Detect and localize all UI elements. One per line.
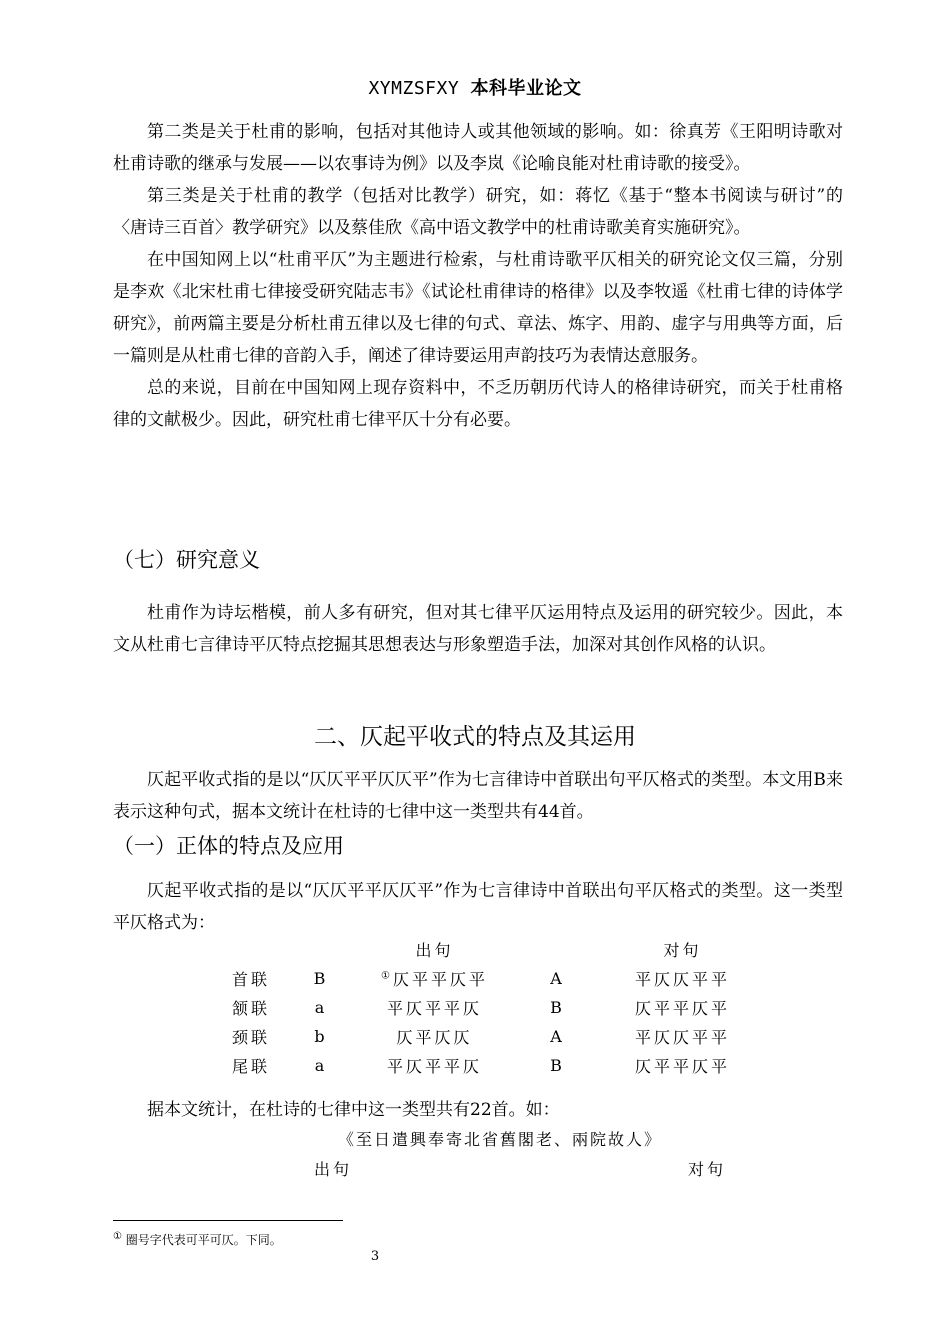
couplet-code-pair: A	[550, 969, 562, 988]
pair-pattern: 平仄仄平平	[634, 970, 730, 989]
table-row	[220, 964, 765, 993]
couplet-code-out: B	[313, 969, 326, 988]
paragraph-teaching: 第三类是关于杜甫的教学（包括对比教学）研究，如：蒋忆《基于“整本书阅读与研讨”的〈唐诗三百首〉教学研究》以及蔡佳欣《高中语文教学中的杜甫诗歌美育实施研究》。	[113, 186, 843, 238]
table-row	[220, 1022, 765, 1051]
table-header-row	[220, 935, 765, 964]
paragraph-regular-form: 仄起平收式指的是以“仄仄平平仄仄平”作为七言律诗中首联出句平仄格式的类型。这一类型平仄格式为：	[113, 881, 843, 933]
pair-pattern: 仄平平仄平	[634, 1057, 730, 1076]
pair-pattern: 仄平平仄平	[634, 999, 730, 1018]
couplet-code-pair: B	[550, 1056, 562, 1075]
page-header	[0, 74, 950, 100]
couplet-name: 颔联	[231, 999, 270, 1018]
heading-research-significance: （七）研究意义	[113, 548, 260, 572]
poem-column-out: 出句	[314, 1160, 353, 1179]
column-header-out: 出句	[415, 941, 454, 960]
poem-column-pair: 对句	[688, 1160, 727, 1179]
footnote-mark: ①	[113, 1231, 122, 1242]
couplet-code-pair: A	[550, 1027, 562, 1046]
out-pattern-text: 仄平平仄平	[392, 970, 488, 989]
stats-section	[113, 1094, 843, 1126]
out-pattern: 平仄平平仄	[386, 1057, 482, 1076]
poem-title: 《至日遣興奉寄北省舊閣老、兩院故人》	[337, 1130, 662, 1149]
paragraph-summary: 总的来说，目前在中国知网上现存资料中，不乏历朝历代诗人的格律诗研究，而关于杜甫格律的文献极少。因此，研究杜甫七律平仄十分有必要。	[113, 378, 843, 430]
paragraph-significance: 杜甫作为诗坛楷模，前人多有研究，但对其七律平仄运用特点及运用的研究较少。因此，本文从杜甫七言律诗平仄特点挖掘其思想表达与形象塑造手法，加深对其创作风格的认识。	[113, 603, 843, 655]
out-pattern	[357, 964, 512, 993]
couplet-name: 首联	[231, 970, 270, 989]
couplet-name: 尾联	[231, 1057, 270, 1076]
footnote-reference: ①	[381, 970, 393, 982]
regular-form-intro	[113, 875, 843, 939]
significance-section	[113, 597, 843, 661]
paragraph-stats: 据本文统计，在杜诗的七律中这一类型共有22首。如：	[147, 1100, 560, 1120]
intro-section	[113, 116, 843, 436]
paragraph-cnki: 在中国知网上以“杜甫平仄”为主题进行检索，与杜甫诗歌平仄相关的研究论文仅三篇，分别是李欢《北宋杜甫七律接受研究陆志韦》《试论杜甫律诗的格律》以及李牧遥《杜甫七律的诗体学研究》，前两篇主要是分析杜甫五律以及七律的句式、章法、炼字、用韵、虚字与用典等方面，后一篇则是从杜甫七律的音韵入手，阐述了律诗要运用声韵技巧为表情达意服务。	[113, 250, 843, 366]
column-header-pair: 对句	[663, 941, 702, 960]
chapter-intro	[113, 764, 843, 828]
footnote-text: 圈号字代表可平可仄。下同。	[125, 1233, 282, 1247]
footnote	[113, 1231, 282, 1248]
table-row	[220, 993, 765, 1022]
couplet-code-out: a	[314, 998, 325, 1017]
tonal-scheme-table	[220, 935, 765, 1080]
heading-regular-form: （一）正体的特点及应用	[113, 834, 344, 858]
couplet-code-out: b	[314, 1027, 325, 1046]
out-pattern: 平仄平平仄	[386, 999, 482, 1018]
header-code: XYMZSFXY	[368, 78, 460, 99]
table-row	[220, 1051, 765, 1080]
paragraph-chapter-intro: 仄起平收式指的是以“仄仄平平仄仄平”作为七言律诗中首联出句平仄格式的类型。本文用B来表示这种句式，据本文统计在杜诗的七律中这一类型共有44首。	[113, 770, 843, 822]
couplet-name: 颈联	[231, 1028, 270, 1047]
chapter-heading: 二、仄起平收式的特点及其运用	[314, 724, 636, 750]
out-pattern: 仄平仄仄	[396, 1028, 473, 1047]
header-title: 本科毕业论文	[470, 78, 582, 99]
couplet-code-pair: B	[550, 998, 562, 1017]
pair-pattern: 平仄仄平平	[634, 1028, 730, 1047]
paragraph-influence: 第二类是关于杜甫的影响，包括对其他诗人或其他领域的影响。如：徐真芳《王阳明诗歌对杜甫诗歌的继承与发展——以农事诗为例》以及李岚《论喻良能对杜甫诗歌的接受》。	[113, 122, 843, 174]
footnote-divider	[113, 1220, 343, 1221]
couplet-code-out: a	[314, 1056, 325, 1075]
page-number: 3	[370, 1249, 380, 1264]
